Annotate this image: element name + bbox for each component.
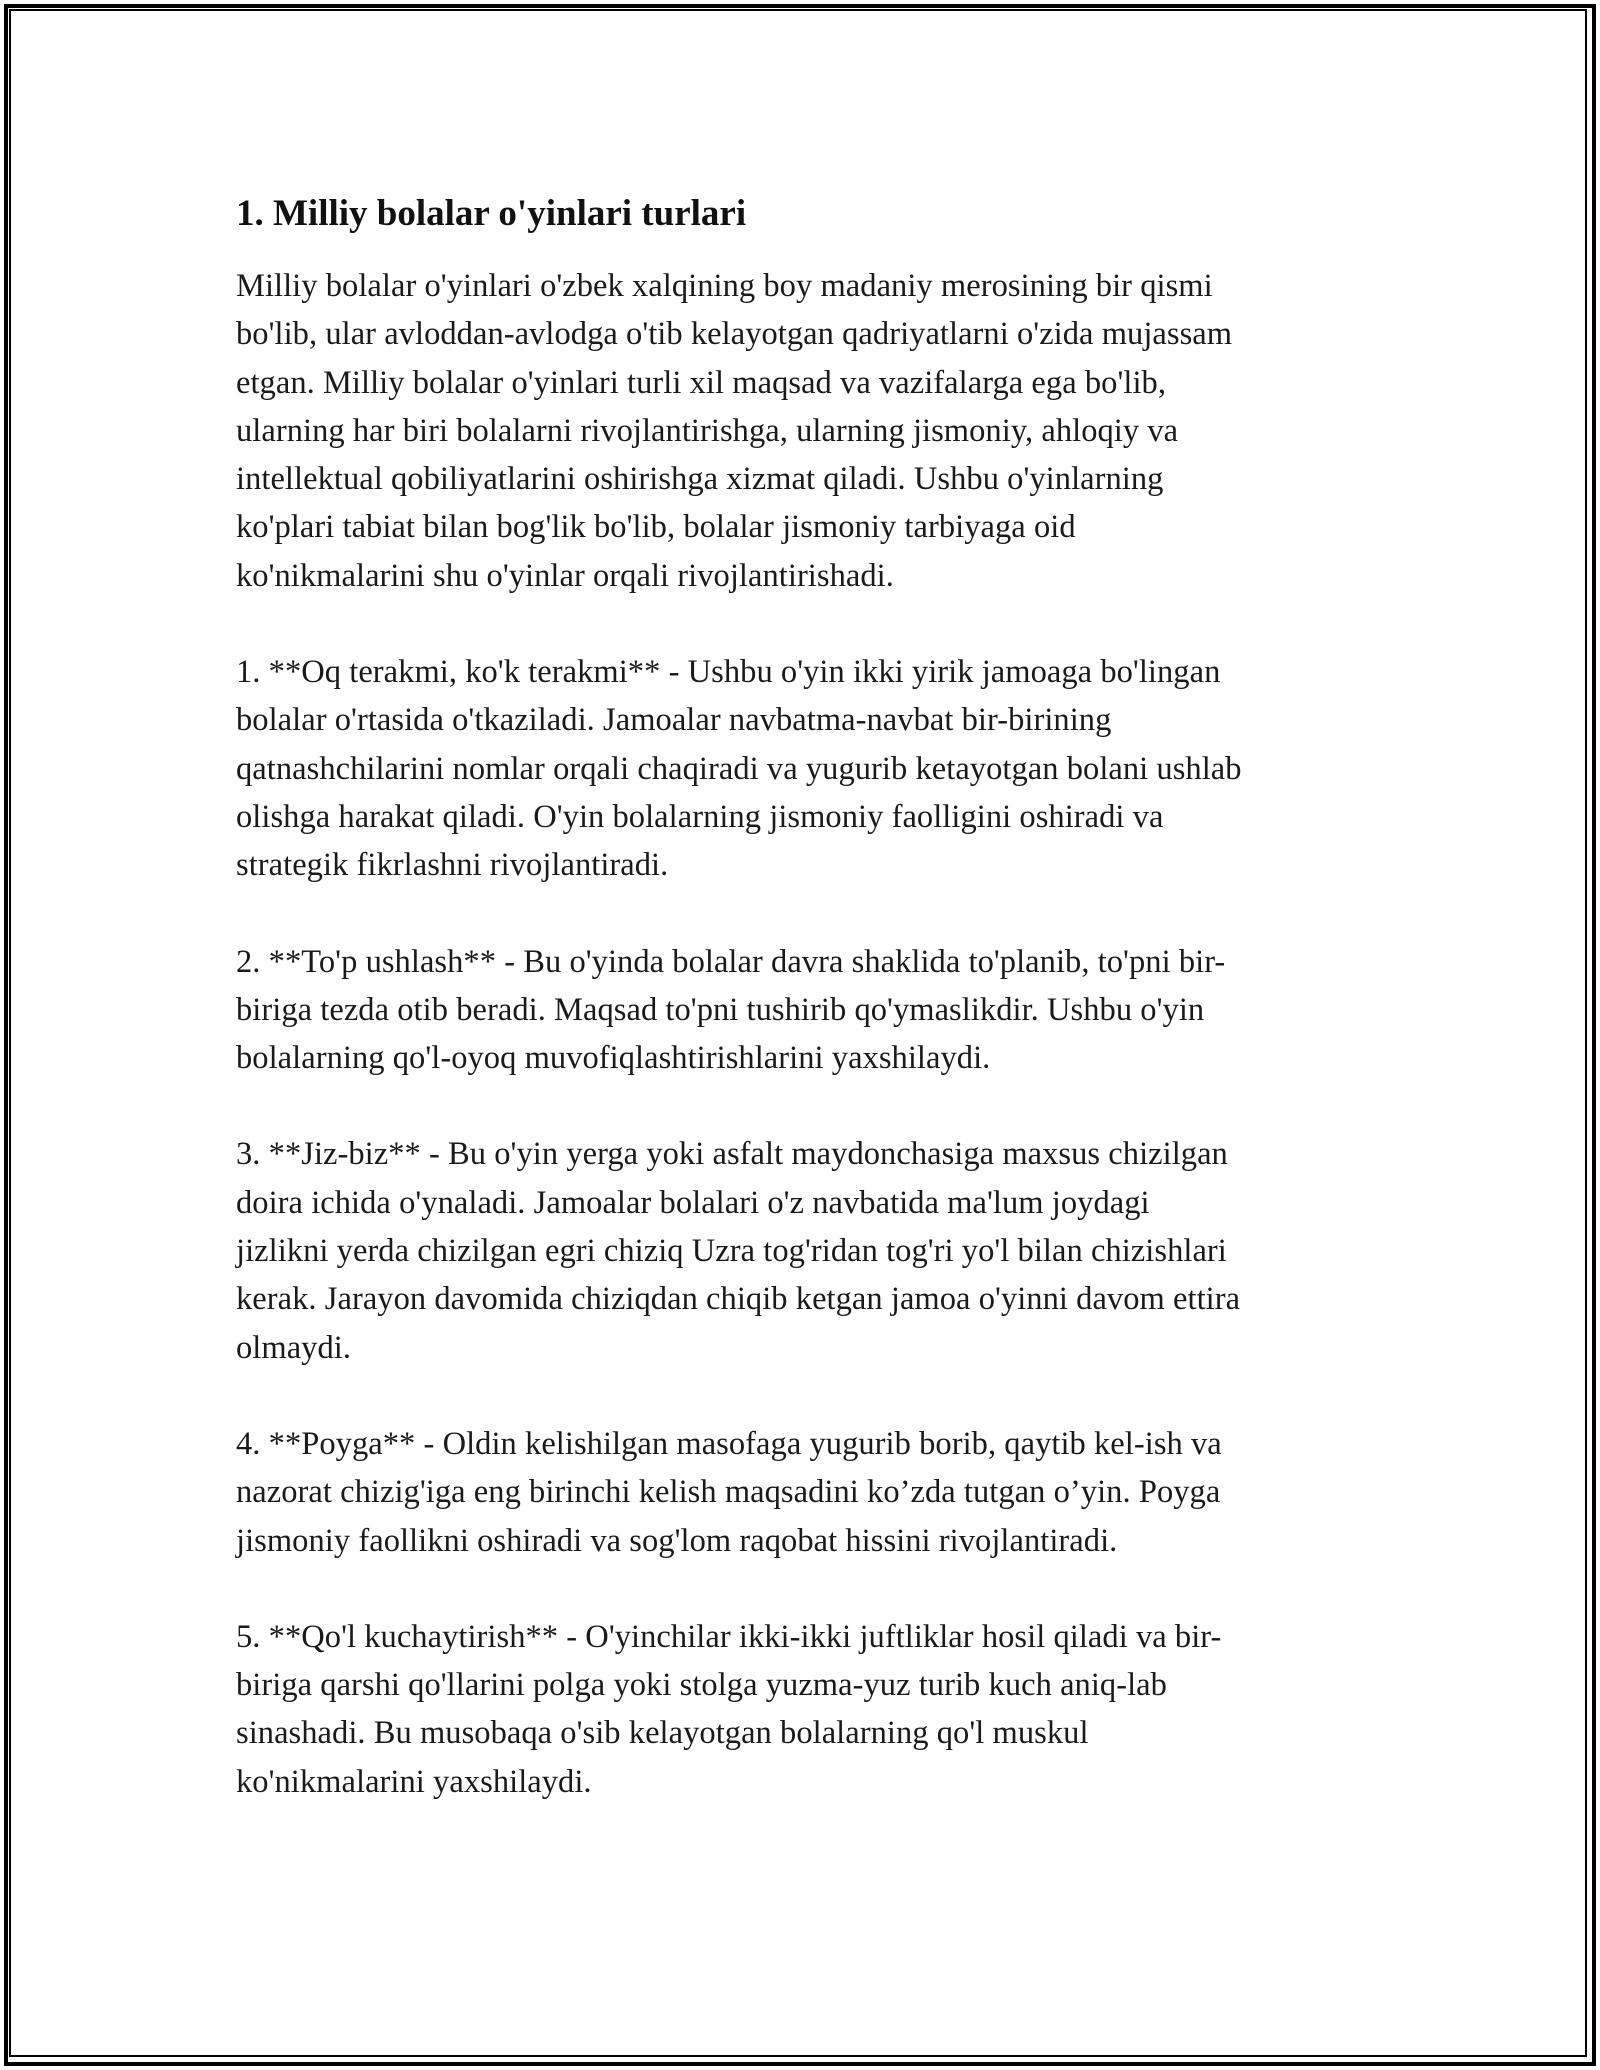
text-line: 4. **Poyga** - Oldin kelishilgan masofaga yugurib borib, qaytib kel-ish va <box>236 1425 1222 1462</box>
text-line: bolalarning qo'l-oyoq muvofiqlashtirishlarini yaxshilaydi. <box>236 1040 991 1077</box>
section-heading: 1. Milliy bolalar o'yinlari turlari <box>236 193 747 234</box>
game-item-paragraph <box>236 1420 1386 1565</box>
text-line: biriga tezda otib beradi. Maqsad to'pni tushirib qo'ymaslikdir. Ushbu o'yin <box>236 991 1205 1028</box>
document-body <box>236 186 1386 1854</box>
text-line: ko'nikmalarini yaxshilaydi. <box>236 1763 592 1800</box>
text-line: olishga harakat qiladi. O'yin bolalarning jismoniy faolligini oshiradi va <box>236 798 1164 835</box>
text-line: 1. **Oq terakmi, ko'k terakmi** - Ushbu o'yin ikki yirik jamoaga bo'lingan <box>236 654 1221 691</box>
text-line: nazorat chizig'iga eng birinchi kelish maqsadini ko’zda tutgan o’yin. Poyga <box>236 1474 1221 1511</box>
text-line: doira ichida o'ynaladi. Jamoalar bolalari o'z navbatida ma'lum joydagi <box>236 1184 1150 1221</box>
game-item-paragraph <box>236 938 1386 1083</box>
text-line: bo'lib, ular avloddan-avlodga o'tib kelayotgan qadriyatlarni o'zida mujassam <box>236 316 1233 353</box>
intro-paragraph <box>236 262 1386 600</box>
text-line: jizlikni yerda chizilgan egri chiziq Uzra tog'ridan tog'ri yo'l bilan chizishlari <box>236 1233 1227 1270</box>
text-line: 3. **Jiz-biz** - Bu o'yin yerga yoki asfalt maydonchasiga maxsus chizilgan <box>236 1136 1228 1173</box>
text-line: ko'plari tabiat bilan bog'lik bo'lib, bolalar jismoniy tarbiyaga oid <box>236 509 1076 546</box>
text-line: bolalar o'rtasida o'tkaziladi. Jamoalar navbatma-navbat bir-birining <box>236 702 1112 739</box>
text-line: qatnashchilarini nomlar orqali chaqiradi va yugurib ketayotgan bolani ushlab <box>236 750 1242 787</box>
paragraph-list <box>236 262 1386 1806</box>
game-item-paragraph <box>236 1130 1386 1371</box>
text-line: ularning har biri bolalarni rivojlantirishga, ularning jismoniy, ahloqiy va <box>236 412 1179 449</box>
text-line: intellektual qobiliyatlarini oshirishga xizmat qiladi. Ushbu o'yinlarning <box>236 461 1164 498</box>
text-line: sinashadi. Bu musobaqa o'sib kelayotgan bolalarning qo'l muskul <box>236 1715 1089 1752</box>
text-line: ko'nikmalarini shu o'yinlar orqali rivojlantirishadi. <box>236 557 894 594</box>
text-line: olmaydi. <box>236 1329 352 1366</box>
text-line: Milliy bolalar o'yinlari o'zbek xalqining boy madaniy merosining bir qismi <box>236 268 1213 304</box>
text-line: kerak. Jarayon davomida chiziqdan chiqib ketgan jamoa o'yinni davom ettira <box>236 1281 1241 1318</box>
text-line: biriga qarshi qo'llarini polga yoki stolga yuzma-yuz turib kuch aniq-lab <box>236 1667 1167 1704</box>
text-line: 2. **To'p ushlash** - Bu o'yinda bolalar davra shaklida to'planib, to'pni bir- <box>236 943 1226 980</box>
game-item-paragraph <box>236 648 1386 889</box>
text-line: jismoniy faollikni oshiradi va sog'lom raqobat hissini rivojlantiradi. <box>236 1522 1118 1559</box>
text-line: etgan. Milliy bolalar o'yinlari turli xil maqsad va vazifalarga ega bo'lib, <box>236 364 1166 401</box>
game-item-paragraph <box>236 1613 1386 1806</box>
text-line: strategik fikrlashni rivojlantiradi. <box>236 847 669 884</box>
text-line: 5. **Qo'l kuchaytirish** - O'yinchilar ikki-ikki juftliklar hosil qiladi va bir- <box>236 1618 1222 1655</box>
